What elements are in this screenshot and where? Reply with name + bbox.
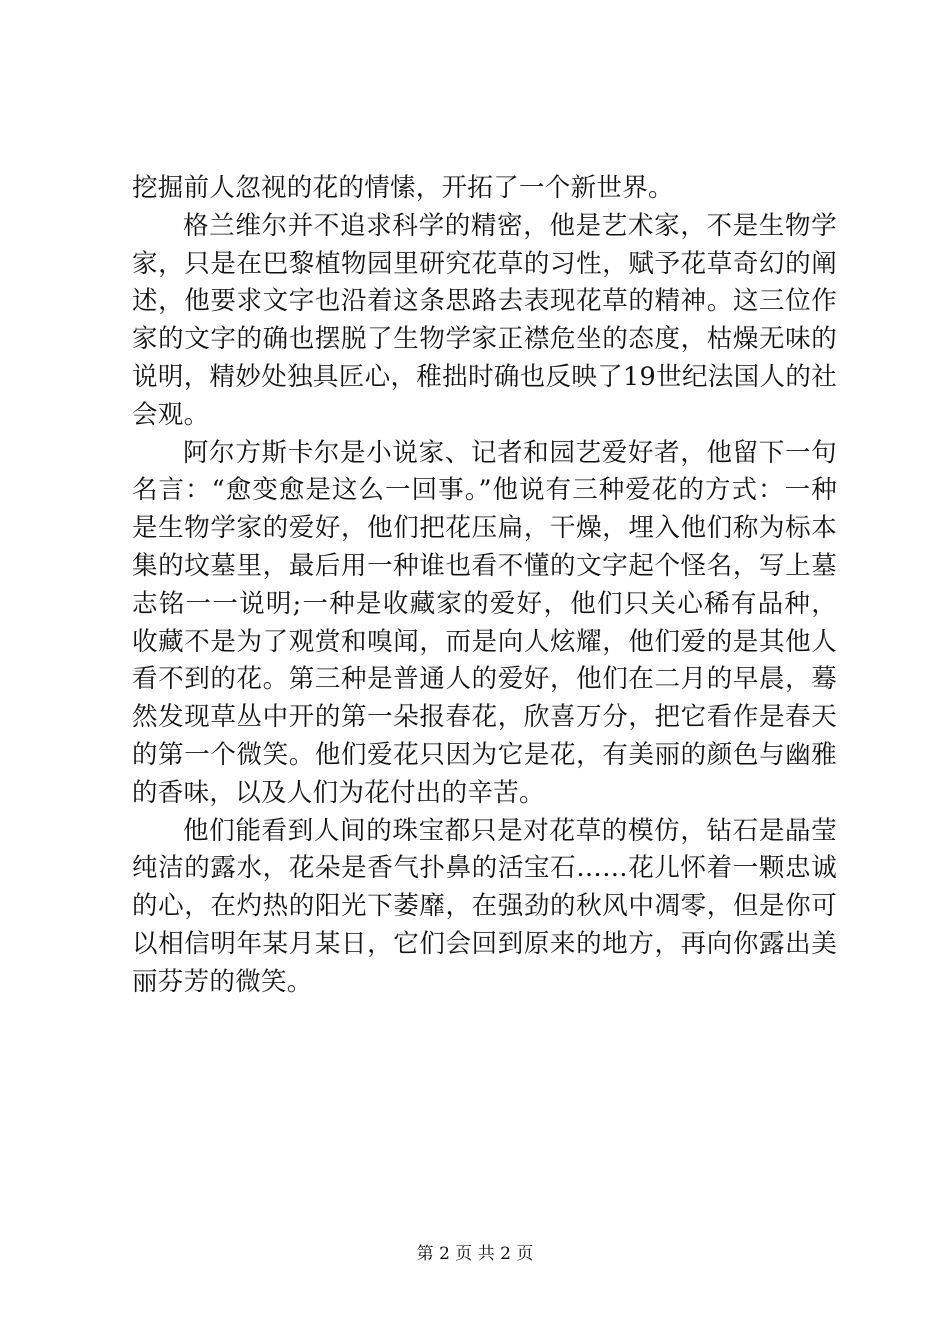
paragraph-continuation: 挖掘前人忽视的花的情愫，开拓了一个新世界。 bbox=[132, 173, 674, 203]
paragraph-granville: 格兰维尔并不追求科学的精密，他是艺术家，不是生物学家，只是在巴黎植物园里研究花草的习性，赋予花草奇幻的阐述，他要求文字也沿着这条思路去表现花草的精神。这三位作家的文字的确也摆脱了生物学家正襟危坐的态度，枯燥无味的说明，精妙处独具匠心，稚拙时确也反映了19世纪法国人的社会观。 bbox=[132, 210, 837, 430]
paragraph-alphonse-karr: 阿尔方斯卡尔是小说家、记者和园艺爱好者，他留下一句名言：“愈变愈是这么一回事。”他说有三种爱花的方式：一种是生物学家的爱好，他们把花压扁，干燥，埋入他们称为标本集的坟墓里，最后用一种谁也看不懂的文字起个怪名，写上墓志铭一一说明;一种是收藏家的爱好，他们只关心稀有品种，收藏不是为了观赏和嗅闻，而是向人炫耀，他们爱的是其他人看不到的花。第三种是普通人的爱好，他们在二月的早晨，蓦然发现草丛中开的第一朵报春花，欣喜万分，把它看作是春天的第一个微笑。他们爱花只因为它是花，有美丽的颜色与幽雅的香味，以及人们为花付出的辛苦。 bbox=[132, 437, 837, 808]
paragraph-jewels: 他们能看到人间的珠宝都只是对花草的模仿，钻石是晶莹纯洁的露水，花朵是香气扑鼻的活宝石……花儿怀着一颗忠诚的心，在灼热的阳光下萎靡，在强劲的秋风中凋零，但是你可以相信明年某月某日，它们会回到原来的地方，再向你露出美丽芬芳的微笑。 bbox=[132, 815, 837, 997]
page-number-footer: 第 2 页 共 2 页 bbox=[416, 1244, 534, 1264]
document-body bbox=[132, 170, 837, 1002]
